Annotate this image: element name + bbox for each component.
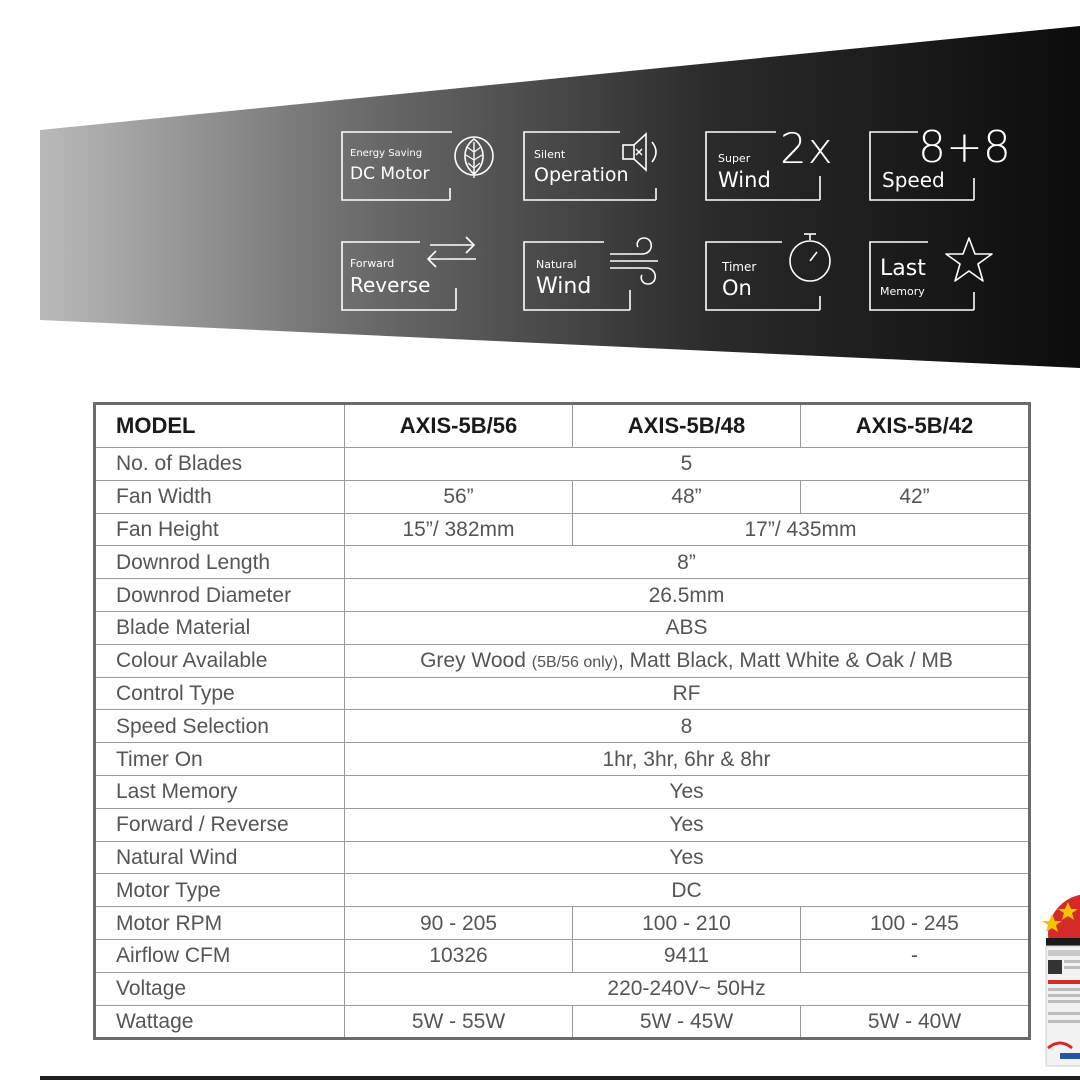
table-row (95, 808, 1030, 841)
bottom-bar (40, 1076, 1080, 1080)
row-label: Voltage (95, 972, 345, 1005)
table-row (95, 579, 1030, 612)
row-value: 100 - 245 (801, 907, 1030, 940)
feature-timer-on (704, 240, 824, 310)
row-value: Yes (345, 775, 1030, 808)
table-row (95, 1005, 1030, 1039)
table-row (95, 644, 1030, 677)
row-value: 90 - 205 (345, 907, 573, 940)
header-axis-5b-56: AXIS-5B/56 (345, 404, 573, 448)
feature-big-text: Reverse (350, 273, 431, 297)
table-row (95, 907, 1030, 940)
2x-icon: 2x (780, 124, 834, 173)
row-value (345, 644, 1030, 677)
feature-small-text: Energy Saving (350, 148, 423, 159)
feature-small-text: Silent (534, 148, 566, 161)
swap-arrows-icon (424, 232, 482, 272)
table-row (95, 710, 1030, 743)
row-label: No. of Blades (95, 448, 345, 481)
feature-small-text: Memory (880, 285, 925, 298)
row-label: Speed Selection (95, 710, 345, 743)
leaf-icon (452, 132, 496, 182)
row-value: 1hr, 3hr, 6hr & 8hr (345, 743, 1030, 776)
table-row (95, 611, 1030, 644)
row-value: 5 (345, 448, 1030, 481)
row-label: Wattage (95, 1005, 345, 1039)
row-value: 5W - 55W (345, 1005, 573, 1039)
table-row (95, 677, 1030, 710)
energy-rating-seal (1040, 888, 1080, 1068)
feature-big-text: DC Motor (350, 164, 430, 184)
feature-dc-motor (340, 130, 460, 200)
row-value: 42” (801, 480, 1030, 513)
feature-banner (0, 0, 1080, 380)
row-value: 8 (345, 710, 1030, 743)
row-label: Airflow CFM (95, 939, 345, 972)
mute-speaker-icon (620, 130, 680, 180)
feature-big-text: Operation (534, 164, 629, 186)
feature-small-text: Natural (536, 258, 577, 271)
row-value: Yes (345, 841, 1030, 874)
row-value: 100 - 210 (573, 907, 801, 940)
row-value: Yes (345, 808, 1030, 841)
row-label: Forward / Reverse (95, 808, 345, 841)
row-value: 5W - 40W (801, 1005, 1030, 1039)
row-value: DC (345, 874, 1030, 907)
feature-small-text: Super (718, 152, 751, 165)
spec-table (93, 402, 1031, 1040)
row-value: RF (345, 677, 1030, 710)
row-label: Timer On (95, 743, 345, 776)
table-row (95, 743, 1030, 776)
feature-big-text: Last (880, 256, 926, 281)
energy-rating-seal-graphic (1040, 888, 1080, 1068)
feature-last-memory (868, 240, 988, 310)
feature-small-text: Timer (722, 260, 757, 274)
row-label: Downrod Length (95, 546, 345, 579)
row-label: Blade Material (95, 611, 345, 644)
header-axis-5b-42: AXIS-5B/42 (801, 404, 1030, 448)
colour-grey-wood: Grey Wood (420, 649, 526, 673)
stopwatch-icon (784, 230, 836, 290)
row-label: Motor RPM (95, 907, 345, 940)
star-icon (942, 234, 996, 286)
table-row (95, 841, 1030, 874)
table-row (95, 775, 1030, 808)
header-axis-5b-48: AXIS-5B/48 (573, 404, 801, 448)
feature-speed (868, 122, 1011, 200)
feature-forward-reverse (340, 240, 460, 310)
table-row (95, 513, 1030, 546)
row-label: Downrod Diameter (95, 579, 345, 612)
row-value: 5W - 45W (573, 1005, 801, 1039)
row-value: 48” (573, 480, 801, 513)
row-value: - (801, 939, 1030, 972)
row-label: Last Memory (95, 775, 345, 808)
feature-big-text: On (722, 276, 752, 300)
row-label: Control Type (95, 677, 345, 710)
row-value: 8” (345, 546, 1030, 579)
table-row (95, 546, 1030, 579)
table-row (95, 448, 1030, 481)
table-row (95, 874, 1030, 907)
colour-others: , Matt Black, Matt White & Oak / MB (618, 649, 953, 673)
colour-note: (5B/56 only) (531, 654, 618, 672)
row-label: Motor Type (95, 874, 345, 907)
row-label: Fan Width (95, 480, 345, 513)
feature-silent-operation (522, 130, 642, 200)
row-label: Natural Wind (95, 841, 345, 874)
row-value: ABS (345, 611, 1030, 644)
row-value: 15”/ 382mm (345, 513, 573, 546)
wind-icon (606, 232, 668, 292)
header-model: MODEL (95, 404, 345, 448)
feature-natural-wind (522, 240, 642, 310)
row-value: 10326 (345, 939, 573, 972)
feature-super-wind (704, 124, 834, 200)
feature-small-text: Forward (350, 257, 395, 270)
row-label: Fan Height (95, 513, 345, 546)
table-row (95, 939, 1030, 972)
table-header-row (95, 404, 1030, 448)
row-value: 17”/ 435mm (573, 513, 1030, 546)
row-label: Colour Available (95, 644, 345, 677)
feature-big-text: Speed (882, 168, 945, 192)
row-value: 9411 (573, 939, 801, 972)
row-value: 220-240V~ 50Hz (345, 972, 1030, 1005)
feature-big-text: Wind (536, 274, 592, 299)
row-value: 56” (345, 480, 573, 513)
table-row (95, 480, 1030, 513)
row-value: 26.5mm (345, 579, 1030, 612)
8-plus-8-icon: 8+8 (918, 122, 1011, 173)
feature-big-text: Wind (718, 168, 771, 192)
table-row (95, 972, 1030, 1005)
